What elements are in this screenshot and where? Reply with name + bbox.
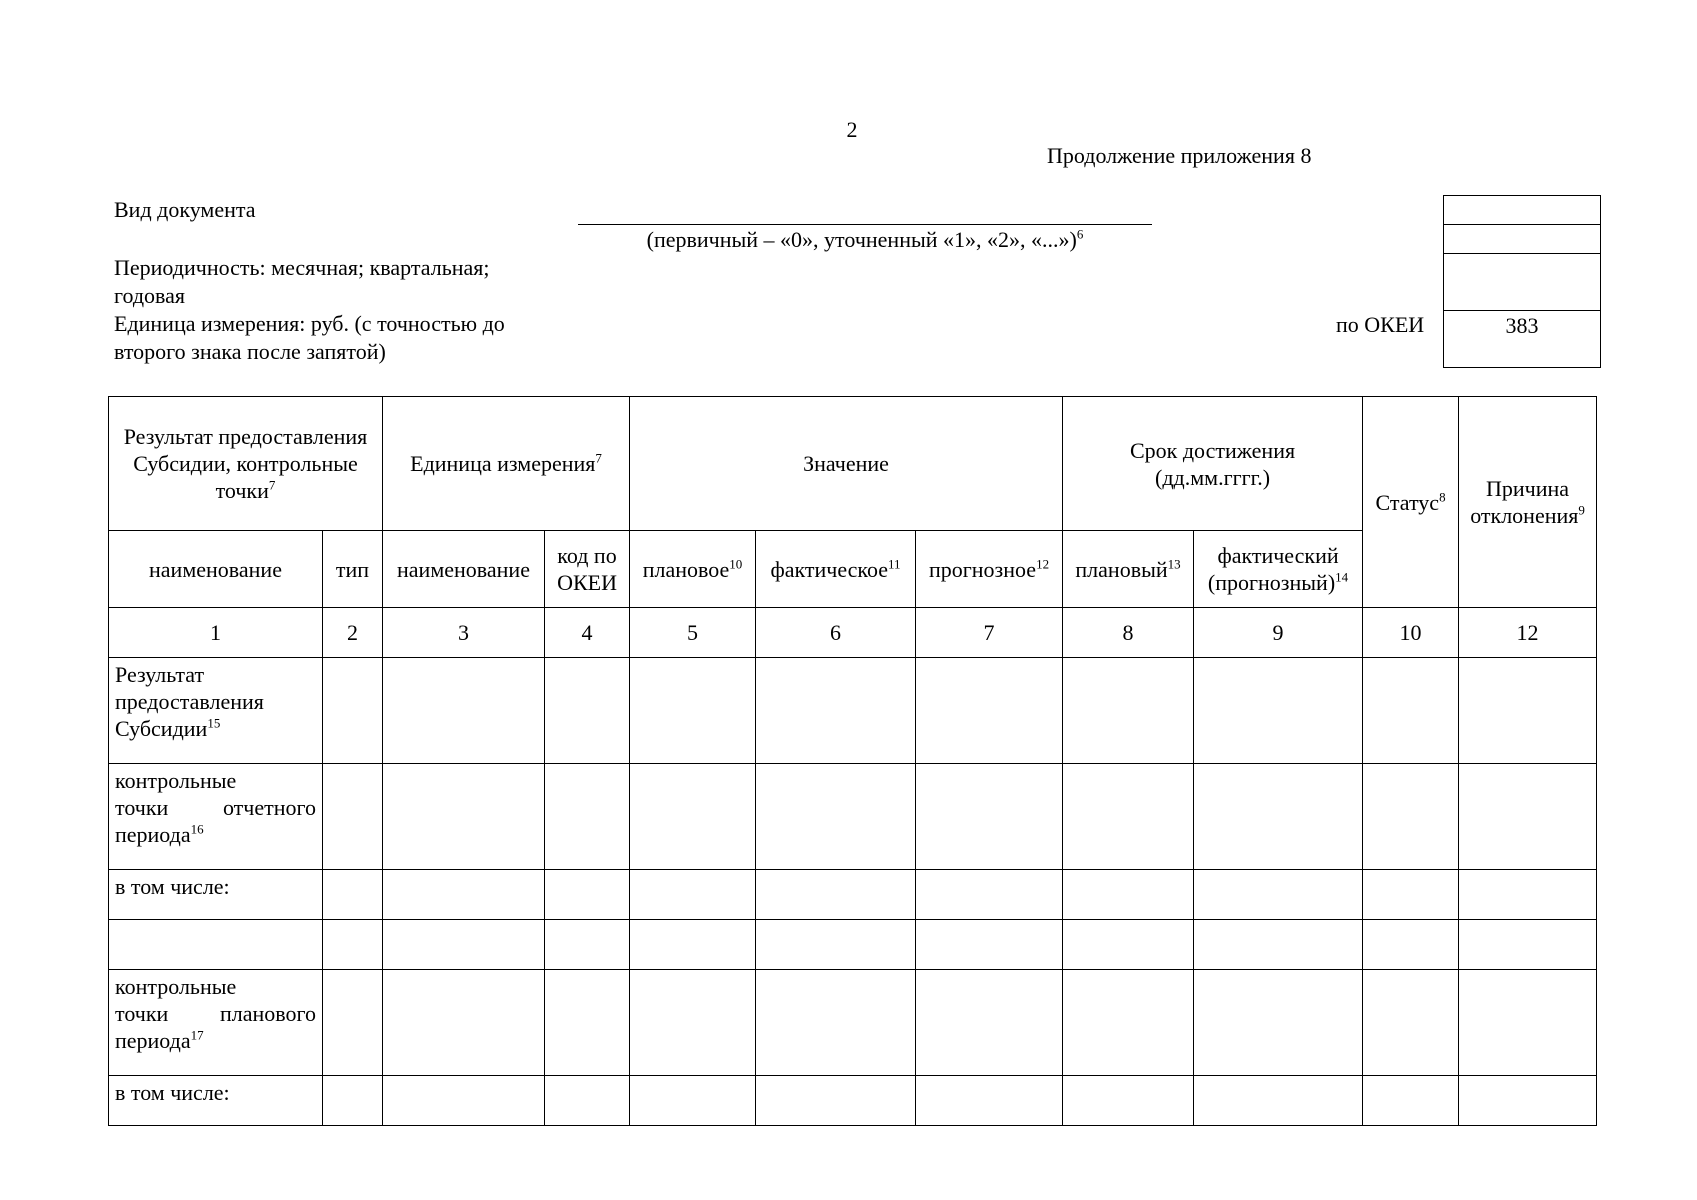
unit-line-2: второго знака после запятой) xyxy=(114,339,386,364)
subheader-name: наименование xyxy=(109,531,323,608)
table-row xyxy=(109,658,1597,764)
footnote-mark: 7 xyxy=(595,450,602,466)
code-cell-2 xyxy=(1444,225,1600,254)
unit-line-1: Единица измерения: руб. (с точностью до xyxy=(114,311,505,336)
subheader-planned: плановое$^{10}$ xyxy=(630,531,756,608)
code-cell-periodicity xyxy=(1444,254,1600,311)
table-row xyxy=(109,970,1597,1076)
table-row xyxy=(109,870,1597,920)
column-number: 6 xyxy=(756,608,916,658)
column-number: 1 xyxy=(109,608,323,658)
footnote-mark: 17 xyxy=(190,1027,204,1043)
column-number: 3 xyxy=(383,608,545,658)
column-number: 10 xyxy=(1363,608,1459,658)
doc-type-caption: (первичный – «0», уточненный «1», «2», «...»)$^6$ xyxy=(646,226,1084,252)
header-reason: Причина отклонения$^9$ xyxy=(1459,397,1597,608)
row-label-including: в том числе: xyxy=(109,870,323,920)
subheader-okei-code: код по ОКЕИ xyxy=(545,531,630,608)
document-meta xyxy=(114,196,566,366)
periodicity-line-2: годовая xyxy=(114,283,186,308)
column-number: 8 xyxy=(1063,608,1194,658)
column-number: 2 xyxy=(323,608,383,658)
okei-label: по ОКЕИ xyxy=(1336,312,1425,337)
footnote-mark: 13 xyxy=(1167,556,1181,572)
footnote-mark: 7 xyxy=(268,477,276,493)
doc-type-label: Вид документа xyxy=(114,197,256,222)
code-cell-doc-type xyxy=(1444,196,1600,225)
footnote-mark: 6 xyxy=(1076,226,1084,242)
header-result: Результат предоставления Субсидии, контрольные точки$^7$ xyxy=(109,397,383,531)
table-row xyxy=(109,764,1597,870)
header-unit: Единица измерения$^7$ xyxy=(383,397,630,531)
column-number: 5 xyxy=(630,608,756,658)
subheader-type: тип xyxy=(323,531,383,608)
row-label-result: Результат предоставления Субсидии$^{15}$ xyxy=(109,658,323,764)
footnote-mark: 11 xyxy=(888,556,901,572)
footnote-mark: 16 xyxy=(190,821,204,837)
header-value: Значение xyxy=(630,397,1063,531)
doc-type-underline xyxy=(578,224,1152,225)
table-row xyxy=(109,920,1597,970)
subheader-deadline-actual: фактический (прогнозный)$^{14}$ xyxy=(1194,531,1363,608)
page-number: 2 xyxy=(846,117,858,142)
column-number: 4 xyxy=(545,608,630,658)
row-label-control-points-planned: контрольные точки планового периода$^{17}$ xyxy=(109,970,323,1076)
header-deadline: Срок достижения (дд.мм.гггг.) xyxy=(1063,397,1363,531)
subheader-unit-name: наименование xyxy=(383,531,545,608)
row-label-including: в том числе: xyxy=(109,1076,323,1126)
subheader-actual: фактическое$^{11}$ xyxy=(756,531,916,608)
footnote-mark: 15 xyxy=(207,715,221,731)
appendix-continuation-label: Продолжение приложения 8 xyxy=(1047,143,1312,168)
codes-box xyxy=(1443,195,1601,368)
footnote-mark: 8 xyxy=(1439,489,1446,505)
column-number: 7 xyxy=(916,608,1063,658)
results-table xyxy=(108,396,1597,1126)
table-row xyxy=(109,1076,1597,1126)
footnote-mark: 10 xyxy=(729,556,743,572)
footnote-mark: 14 xyxy=(1335,569,1349,585)
row-label-control-points-reporting: контрольные точки отчетного периода$^{16}$ xyxy=(109,764,323,870)
header-status: Статус$^8$ xyxy=(1363,397,1459,608)
footnote-mark: 9 xyxy=(1578,502,1585,518)
column-number: 9 xyxy=(1194,608,1363,658)
subheader-deadline-planned: плановый$^{13}$ xyxy=(1063,531,1194,608)
footnote-mark: 12 xyxy=(1036,556,1050,572)
okei-code-cell: 383 xyxy=(1505,313,1539,338)
periodicity-line-1: Периодичность: месячная; квартальная; xyxy=(114,255,490,280)
column-number: 12 xyxy=(1459,608,1597,658)
subheader-forecast: прогнозное$^{12}$ xyxy=(916,531,1063,608)
